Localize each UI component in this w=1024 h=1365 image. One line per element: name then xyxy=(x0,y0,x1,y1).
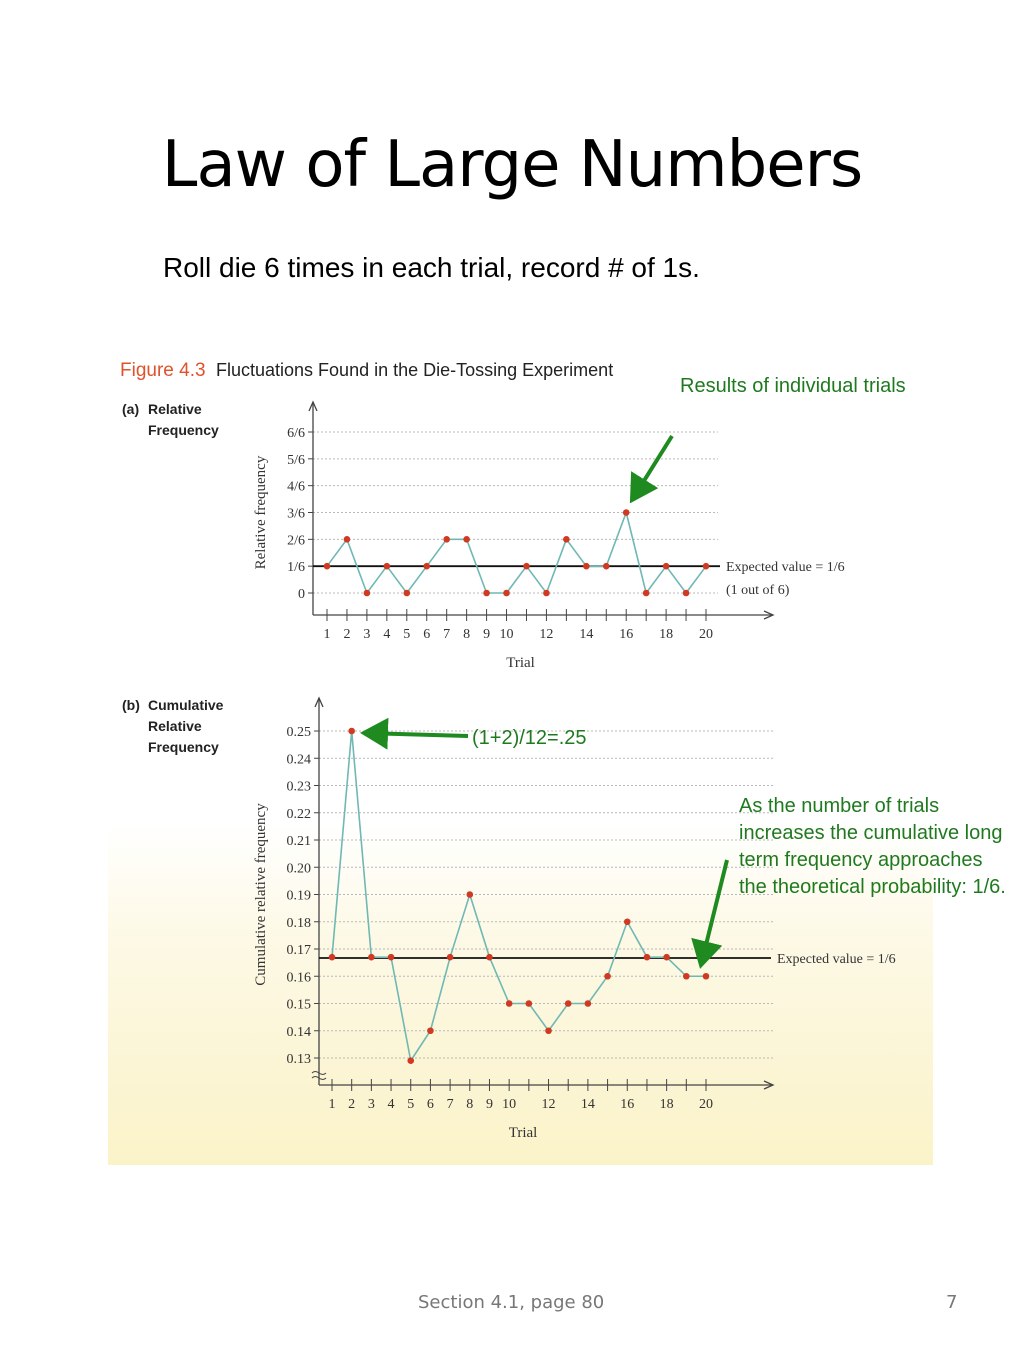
page-number: 7 xyxy=(946,1292,958,1313)
panel-b-data-point xyxy=(585,1000,592,1007)
panel-b-y-axis-title: Cumulative relative frequency xyxy=(253,803,269,986)
panel-a-x-tick-label: 8 xyxy=(463,627,471,642)
panel-b-x-tick-label: 4 xyxy=(387,1097,395,1112)
panel-b-y-tick-label: 0.13 xyxy=(286,1052,311,1067)
panel-a-x-tick-label: 10 xyxy=(499,627,514,642)
panel-b-data-point xyxy=(644,954,651,961)
footer-section: Section 4.1, page 80 xyxy=(418,1292,605,1313)
annotation-first-point: (1+2)/12=.25 xyxy=(472,727,587,749)
panel-b-y-tick-label: 0.22 xyxy=(286,806,311,822)
panel-b-panel-title-line: Frequency xyxy=(148,739,219,755)
panel-b-y-tick-label: 0.18 xyxy=(286,915,311,931)
panel-a-y-tick-label: 4/6 xyxy=(287,479,305,495)
panel-a-y-tick-label: 0 xyxy=(298,587,305,602)
panel-b-x-tick-label: 6 xyxy=(426,1097,434,1112)
panel-a-x-tick-label: 18 xyxy=(659,627,674,642)
panel-b-x-tick-label: 14 xyxy=(580,1097,595,1112)
panel-a-y-tick-label: 5/6 xyxy=(287,452,305,468)
panel-a-x-tick-label: 20 xyxy=(699,627,713,642)
slide-title: Law of Large Numbers xyxy=(161,128,863,202)
panel-a-x-tick-label: 5 xyxy=(403,627,411,642)
panel-b-panel-title-line: Relative xyxy=(148,718,202,734)
panel-a-x-tick-label: 16 xyxy=(619,627,634,642)
panel-b-x-tick-label: 18 xyxy=(659,1097,674,1112)
figure-caption: Fluctuations Found in the Die-Tossing Experiment xyxy=(216,360,614,380)
panel-b-y-tick-label: 0.24 xyxy=(286,752,311,768)
panel-a-x-tick-label: 3 xyxy=(363,627,371,642)
panel-a-x-tick-label: 2 xyxy=(343,627,351,642)
panel-b-panel-title-line: Cumulative xyxy=(148,697,224,713)
panel-a-y-axis-title: Relative frequency xyxy=(253,455,269,570)
panel-b-data-point xyxy=(565,1000,572,1007)
panel-a-data-point xyxy=(503,590,510,597)
panel-b-x-axis-title: Trial xyxy=(508,1125,538,1141)
panel-b-data-point xyxy=(604,973,611,980)
panel-b-data-point xyxy=(329,954,336,961)
panel-b-data-point xyxy=(348,728,355,735)
panel-a-data-point xyxy=(344,536,351,543)
panel-a-data-point xyxy=(643,590,650,597)
panel-b-data-point xyxy=(447,954,454,961)
panel-a-panel-label: (a) xyxy=(122,401,140,417)
panel-a-data-point xyxy=(463,536,470,543)
panel-a-data-point xyxy=(683,590,690,597)
panel-b-y-tick-label: 0.19 xyxy=(286,888,311,904)
panel-b-y-tick-label: 0.16 xyxy=(286,970,311,986)
panel-a-data-point xyxy=(403,590,410,597)
panel-b-series-line xyxy=(332,731,706,1061)
panel-b-reference-label: Expected value = 1/6 xyxy=(777,951,896,967)
panel-a-x-tick-label: 1 xyxy=(323,627,331,642)
panel-a-x-tick-label: 4 xyxy=(383,627,391,642)
annotation-individual-trials: Results of individual trials xyxy=(680,375,906,397)
panel-b-data-point xyxy=(663,954,670,961)
panel-a-data-point xyxy=(423,563,430,570)
panel-b-data-point xyxy=(526,1000,533,1007)
panel-a-y-tick-label: 1/6 xyxy=(287,560,305,576)
panel-a-y-tick-label: 2/6 xyxy=(287,533,305,549)
panel-a-data-point xyxy=(603,563,610,570)
panel-b-data-point xyxy=(368,954,375,961)
panel-a-data-point xyxy=(483,590,490,597)
panel-b-data-point xyxy=(624,918,631,925)
panel-a-data-point xyxy=(443,536,450,543)
panel-b-data-point xyxy=(683,973,690,980)
panel-a-data-point xyxy=(703,563,710,570)
figure xyxy=(108,350,933,1165)
panel-b-x-tick-label: 7 xyxy=(446,1097,454,1112)
panel-a-panel-title-line: Relative xyxy=(148,401,202,417)
panel-b-x-tick-label: 8 xyxy=(466,1097,474,1112)
panel-a-x-tick-label: 7 xyxy=(443,627,451,642)
panel-b-panel-label: (b) xyxy=(122,697,140,713)
panel-a-data-point xyxy=(324,563,331,570)
panel-b-data-point xyxy=(703,973,710,980)
panel-a-x-axis-title: Trial xyxy=(506,655,535,671)
annotation-convergence: As the number of trials increases the cumulative long term frequency approaches the theoretical probability: 1/6. xyxy=(739,795,1006,898)
panel-b-data-point xyxy=(427,1027,434,1034)
panel-b-x-tick-label: 12 xyxy=(541,1097,556,1112)
panel-a-panel-title-line: Frequency xyxy=(148,422,219,438)
panel-a-reference-label: Expected value = 1/6 xyxy=(726,560,845,576)
panel-a-data-point xyxy=(623,509,630,516)
panel-a-x-tick-label: 6 xyxy=(423,627,431,642)
panel-a-x-tick-label: 9 xyxy=(483,627,491,642)
panel-a-x-tick-label: 14 xyxy=(579,627,594,642)
panel-a-data-point xyxy=(583,563,590,570)
panel-b-x-tick-label: 20 xyxy=(699,1097,713,1112)
panel-b-x-tick-label: 9 xyxy=(485,1097,493,1112)
panel-a-y-tick-label: 3/6 xyxy=(287,506,305,522)
panel-b-x-tick-label: 2 xyxy=(348,1097,356,1112)
panel-a-data-point xyxy=(663,563,670,570)
panel-b-x-tick-label: 10 xyxy=(502,1097,517,1112)
panel-b-y-tick-label: 0.20 xyxy=(286,861,311,877)
panel-b-data-point xyxy=(506,1000,513,1007)
panel-b-x-tick-label: 5 xyxy=(407,1097,415,1112)
panel-a-series-line xyxy=(327,513,706,594)
panel-a-data-point xyxy=(543,590,550,597)
panel-a-y-tick-label: 6/6 xyxy=(287,426,305,441)
panel-b-y-tick-label: 0.23 xyxy=(286,779,311,795)
panel-a-data-point xyxy=(563,536,570,543)
panel-a-chart xyxy=(122,401,845,671)
panel-b-data-point xyxy=(407,1057,414,1064)
panel-b-y-tick-label: 0.25 xyxy=(286,725,311,740)
panel-a-data-point xyxy=(523,563,530,570)
panel-b-data-point xyxy=(545,1027,552,1034)
panel-a-data-point xyxy=(364,590,371,597)
panel-b-data-point xyxy=(466,891,473,898)
panel-b-data-point xyxy=(486,954,493,961)
panel-b-y-tick-label: 0.15 xyxy=(286,997,311,1013)
panel-a-reference-note: (1 out of 6) xyxy=(726,583,790,599)
slide-subtitle: Roll die 6 times in each trial, record # of 1s. xyxy=(163,252,700,283)
figure-number: Figure 4.3 xyxy=(120,360,206,381)
figure-charts xyxy=(108,350,933,1165)
panel-b-x-tick-label: 1 xyxy=(328,1097,336,1112)
panel-b-y-tick-label: 0.17 xyxy=(286,943,311,958)
panel-b-x-tick-label: 16 xyxy=(620,1097,635,1112)
panel-b-data-point xyxy=(388,954,395,961)
panel-a-data-point xyxy=(384,563,391,570)
panel-b-x-tick-label: 3 xyxy=(367,1097,375,1112)
panel-b-chart xyxy=(122,697,896,1141)
panel-a-x-tick-label: 12 xyxy=(539,627,554,642)
panel-b-y-tick-label: 0.14 xyxy=(286,1024,311,1040)
panel-b-y-tick-label: 0.21 xyxy=(286,834,311,849)
